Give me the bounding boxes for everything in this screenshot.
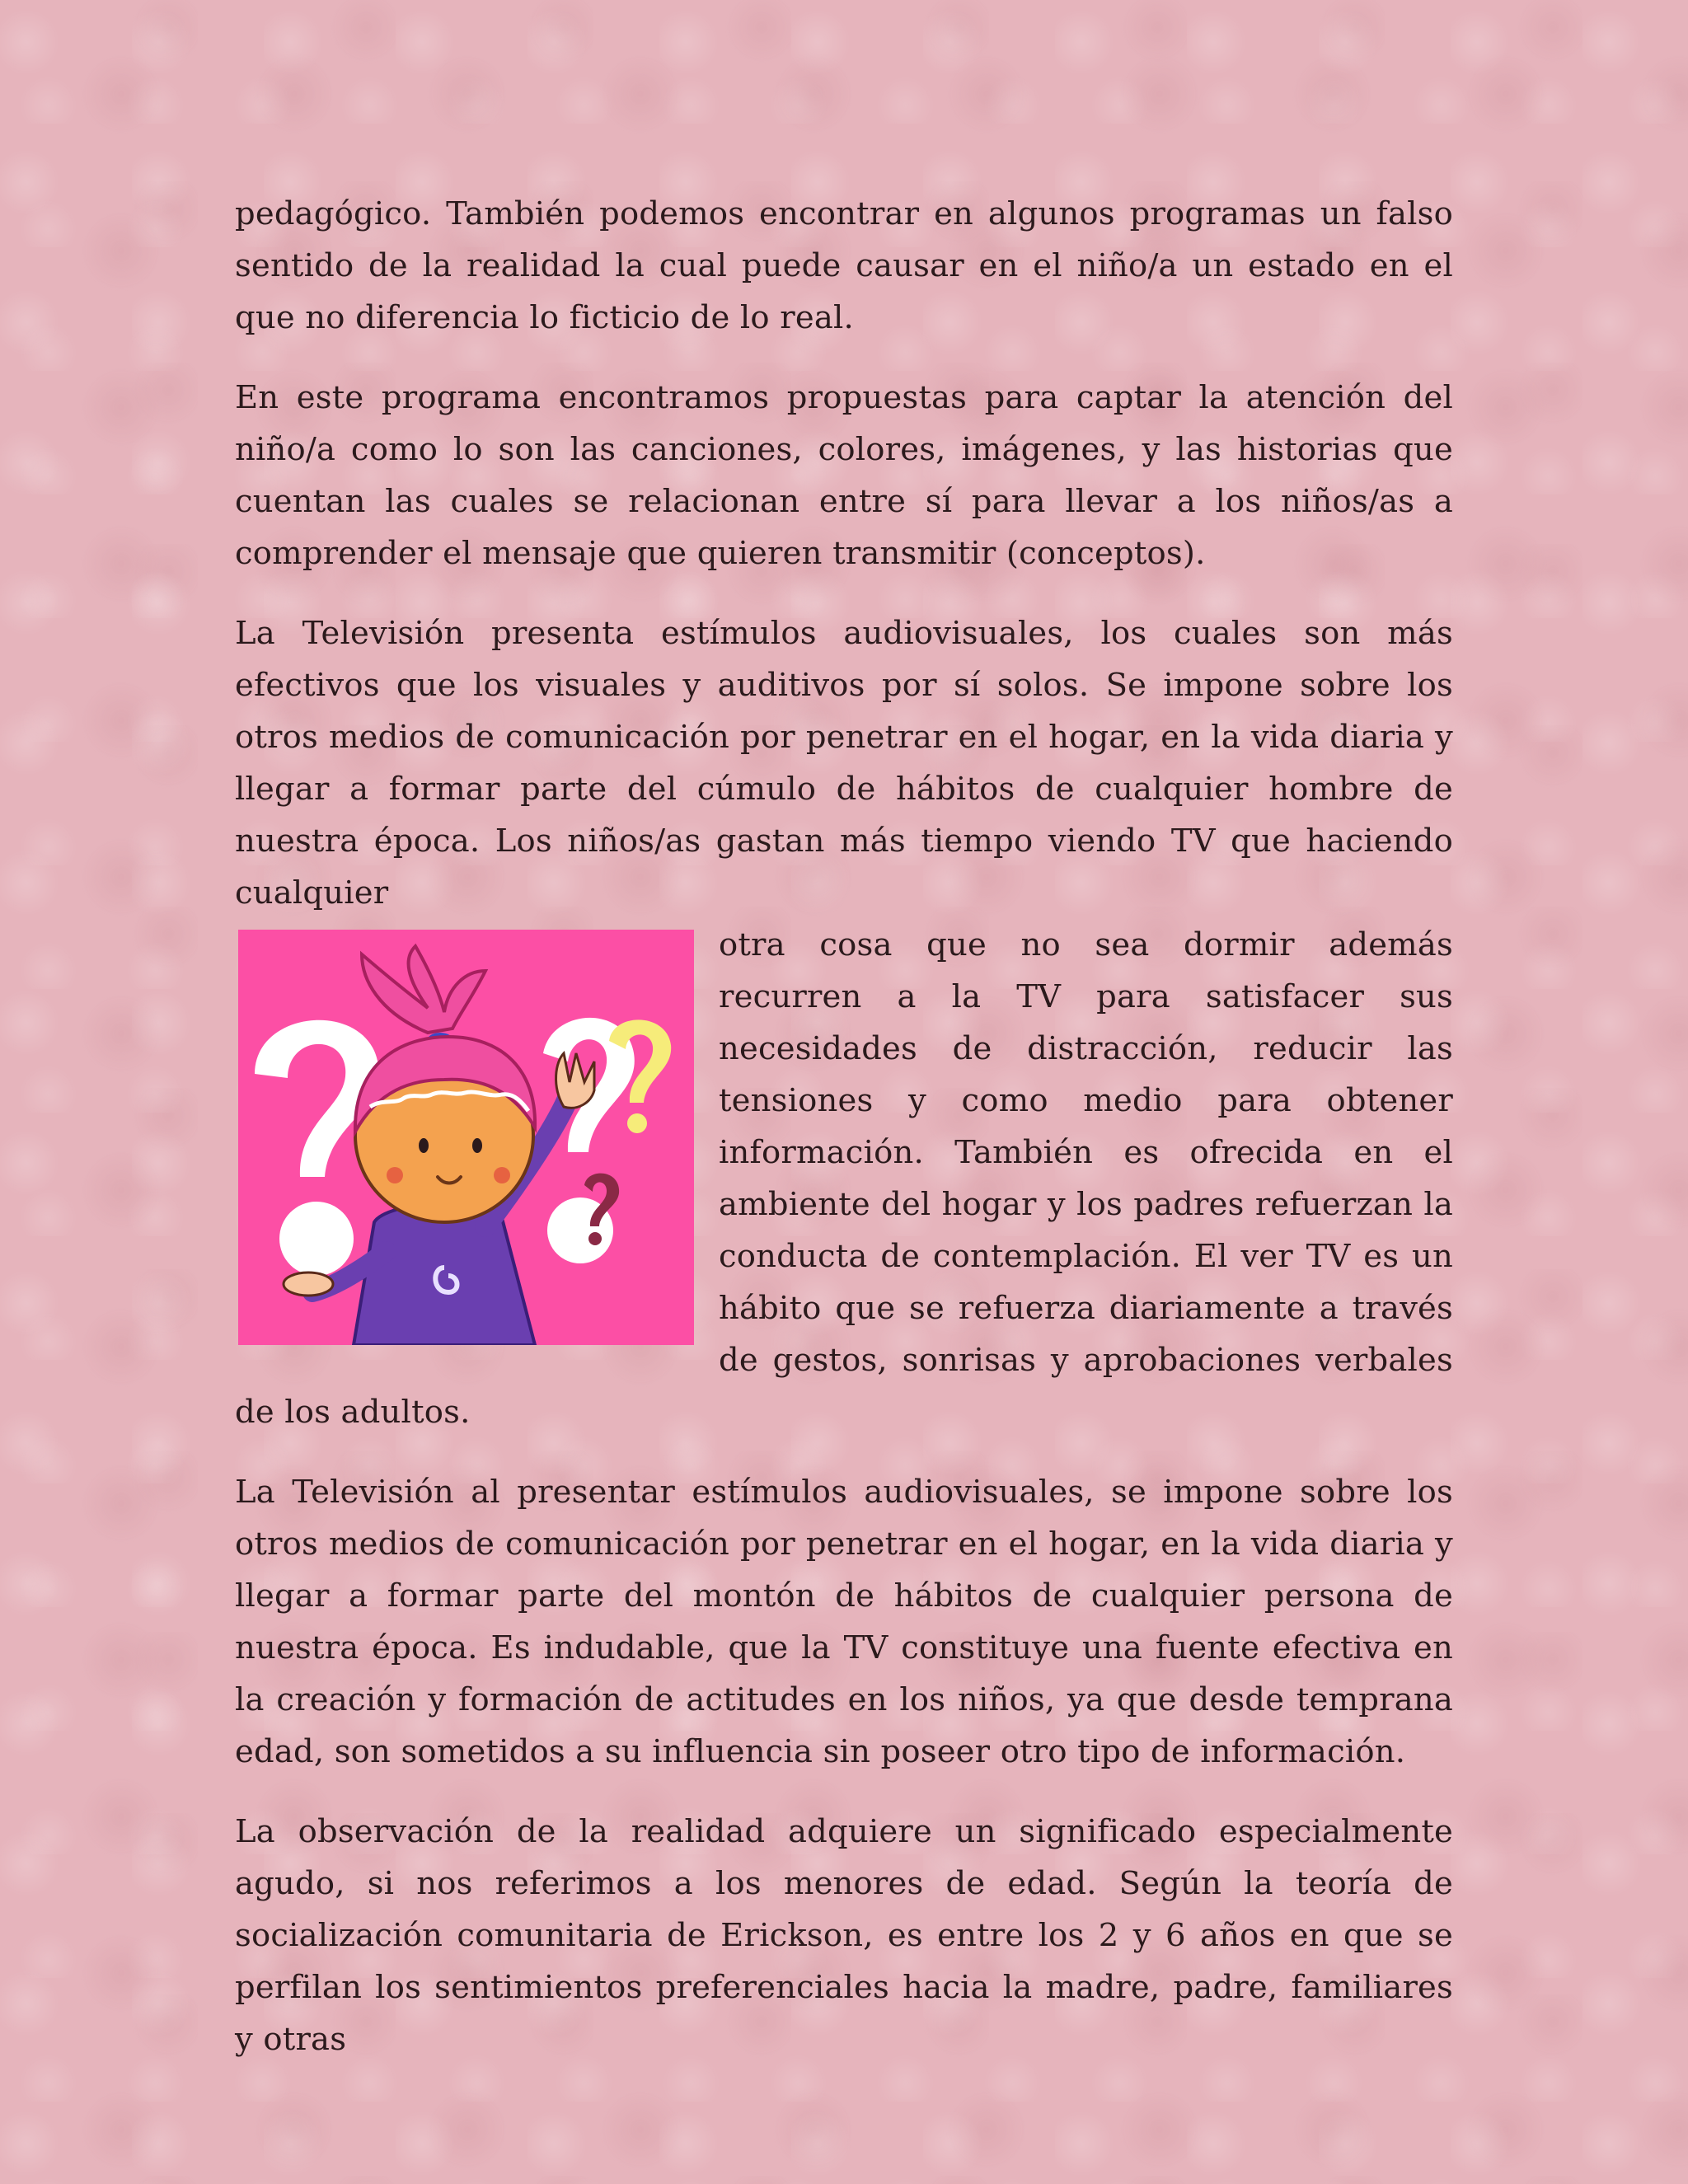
paragraph-5: La observación de la realidad adquiere un significado especialmente agudo, si nos referimos a los menores de edad. Según la teoría de socialización comunitaria de Erickson, es entre los 2 y 6 años en que se perfilan los sentimientos preferenciales hacia la madre, padre, familiares y otras bbox=[235, 1813, 1453, 2058]
paragraph-2: En este programa encontramos propuestas para captar la atención del niño/a como lo son las canciones, colores, imágenes, y las historias que cuentan las cuales se relacionan entre sí para llevar a los niños/as a comprender el mensaje que quieren transmitir (conceptos). bbox=[235, 379, 1453, 572]
document-page bbox=[235, 188, 1453, 2093]
child-questions-illustration bbox=[238, 930, 694, 1345]
paragraph-3: La Televisión presenta estímulos audiovisuales, los cuales son más efectivos que los visuales y auditivos por sí solos. Se impone sobre los otros medios de comunicación por penetrar en el hogar, en la vida diaria y llegar a formar parte del cúmulo de hábitos de cualquier hombre de nuestra época. Los niños/as gastan más tiempo viendo TV que haciendo cualquier bbox=[235, 615, 1453, 912]
wrapped-paragraph: otra cosa que no sea dormir además recurren a la TV para satisfacer sus necesidades de distracción, reducir las tensiones y como medio para obtener información. También es ofrecida en el ambiente del hogar y los padres refuerzan la conducta de contemplación. El ver TV es un hábito que se refuerza diariamente a través de gestos, sonrisas y aprobaciones verbales de los adultos. bbox=[235, 926, 1453, 1431]
child-illustration-drawing bbox=[238, 930, 694, 1345]
paragraph-1: pedagógico. También podemos encontrar en algunos programas un falso sentido de la realidad la cual puede causar en el niño/a un estado en el que no diferencia lo ficticio de lo real. bbox=[235, 195, 1453, 336]
paragraph-4: La Televisión al presentar estímulos audiovisuales, se impone sobre los otros medios de comunicación por penetrar en el hogar, en la vida diaria y llegar a formar parte del montón de hábitos de cualquier persona de nuestra época. Es indudable, que la TV constituye una fuente efectiva en la creación y formación de actitudes en los niños, ya que desde temprana edad, son sometidos a su influencia sin poseer otro tipo de información. bbox=[235, 1474, 1453, 1770]
